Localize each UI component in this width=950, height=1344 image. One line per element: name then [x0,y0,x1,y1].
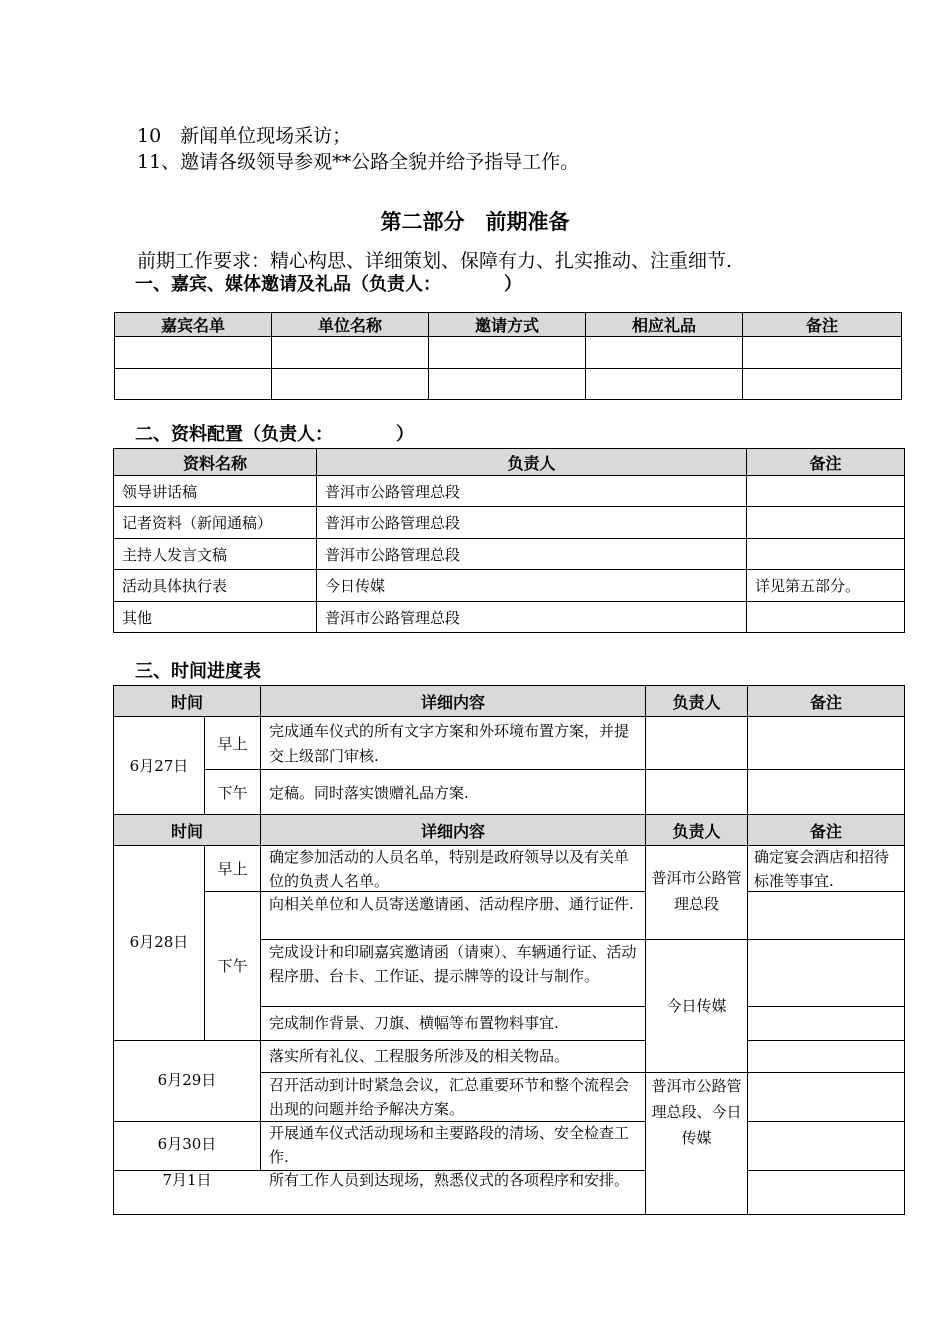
task-cell: 完成设计和印刷嘉宾邀请函（请柬）、车辆通行证、活动程序册、台卡、工作证、提示牌等的设计与制作。 [269,943,637,985]
header-details: 详细内容 [261,815,646,846]
grid-line [747,1040,905,1041]
material-name: 记者资料（新闻通稿） [114,507,317,539]
task-cell: 定稿。同时落实馈赠礼品方案. [261,770,646,815]
material-name: 领导讲话稿 [114,476,317,507]
material-note: 详见第五部分。 [747,570,905,602]
grid-line [747,1072,905,1073]
grid-line [747,1170,905,1171]
task-cell: 向相关单位和人员寄送邀请函、活动程序册、通行证件. [269,895,634,913]
table-row [114,717,905,770]
section3-heading: 三、时间进度表 [135,661,261,682]
header-unit-name: 单位名称 [272,313,429,337]
task-cell: 完成制作背景、刀旗、横幅等布置物料事宜. [269,1014,559,1032]
task-cell: 确定参加活动的人员名单，特别是政府领导以及有关单位的负责人名单。 [269,848,630,890]
grid-line [114,1040,261,1041]
header-note: 备注 [748,815,905,846]
material-responsible: 普洱市公路管理总段 [317,602,747,633]
responsible-cell: 普洱市公路管理总段 [651,869,742,913]
period-cell: 早上 [217,860,248,878]
empty-cell [743,337,902,369]
guest-invitation-table [114,312,902,400]
date-cell: 6月29日 [157,1071,217,1089]
header-responsible: 负责人 [646,815,748,846]
empty-cell [586,369,743,400]
intro-line-10: 10 新闻单位现场采访； [137,125,352,147]
grid-line [260,1006,646,1007]
material-name: 主持人发言文稿 [114,539,317,570]
grid-line [260,1040,646,1041]
empty-cell [586,337,743,369]
table-row [114,507,905,539]
empty-cell [646,717,748,770]
materials-table [113,448,905,633]
empty-cell [748,770,905,815]
empty-cell [646,770,748,815]
table-row [114,602,905,633]
table-row [114,539,905,570]
task-cell: 召开活动到计时紧急会议，汇总重要环节和整个流程会出现的问题并给予解决方案。 [269,1076,630,1118]
material-responsible: 今日传媒 [317,570,747,602]
table-row [115,369,902,400]
header-time: 时间 [114,686,261,717]
empty-cell [115,337,272,369]
header-note: 备注 [748,686,905,717]
responsible-cell: 今日传媒 [666,997,727,1015]
grid-line [114,1121,261,1122]
note-cell: 确定宴会酒店和招待标准等事宜. [754,848,890,890]
empty-cell [743,369,902,400]
section1-heading: 一、嘉宾、媒体邀请及礼品（负责人： ） [135,274,522,295]
task-cell: 所有工作人员到达现场，熟悉仪式的各项程序和安排。 [269,1171,630,1189]
date-cell: 6月28日 [129,933,189,951]
header-note: 备注 [747,449,905,476]
header-guest-list: 嘉宾名单 [115,313,272,337]
table-row [114,476,905,507]
header-invite-method: 邀请方式 [429,313,586,337]
header-responsible: 负责人 [317,449,747,476]
empty-cell [272,337,429,369]
table-row [114,570,905,602]
grid-line [747,845,748,1214]
grid-line [645,939,748,940]
date-cell: 6月30日 [157,1135,217,1153]
task-cell: 完成通车仪式的所有文字方案和外环境布置方案，并提交上级部门审核. [261,717,646,770]
header-details: 详细内容 [261,686,646,717]
task-cell: 落实所有礼仪、工程服务所涉及的相关物品。 [269,1047,570,1065]
requirement-text: 前期工作要求：精心构思、详细策划、保障有力、扎实推动、注重细节. [137,250,733,272]
empty-cell [429,337,586,369]
grid-line [747,1006,905,1007]
table-row [115,337,902,369]
grid-line [204,891,261,892]
period-cell: 早上 [205,717,261,770]
empty-cell [115,369,272,400]
header-gift: 相应礼品 [586,313,743,337]
material-note [747,539,905,570]
intro-line-11: 11、邀请各级领导参观**公路全貌并给予指导工作。 [137,151,580,173]
material-note [747,476,905,507]
table-row [114,770,905,815]
material-note [747,507,905,539]
material-name: 其他 [114,602,317,633]
material-responsible: 普洱市公路管理总段 [317,507,747,539]
empty-cell [748,717,905,770]
period-cell: 下午 [205,770,261,815]
section2-heading: 二、资料配置（负责人： ） [135,424,414,445]
material-responsible: 普洱市公路管理总段 [317,539,747,570]
date-cell: 7月1日 [162,1171,212,1189]
header-responsible: 负责人 [646,686,748,717]
task-cell: 开展通车仪式活动现场和主要路段的清场、安全检查工作. [269,1124,630,1166]
schedule-table-a [113,685,905,846]
period-cell: 下午 [217,957,248,975]
header-time: 时间 [114,815,261,846]
grid-line [747,939,905,940]
empty-cell [429,369,586,400]
empty-cell [272,369,429,400]
grid-line [645,845,646,1214]
header-material-name: 资料名称 [114,449,317,476]
responsible-cell: 普洱市公路管理总段、今日传媒 [651,1077,742,1147]
grid-line [747,1121,905,1122]
schedule-table-b [113,845,905,1215]
date-cell: 6月27日 [114,717,205,815]
material-note [747,602,905,633]
header-note: 备注 [743,313,902,337]
material-name: 活动具体执行表 [114,570,317,602]
material-responsible: 普洱市公路管理总段 [317,476,747,507]
part-title: 第二部分 前期准备 [380,209,570,234]
